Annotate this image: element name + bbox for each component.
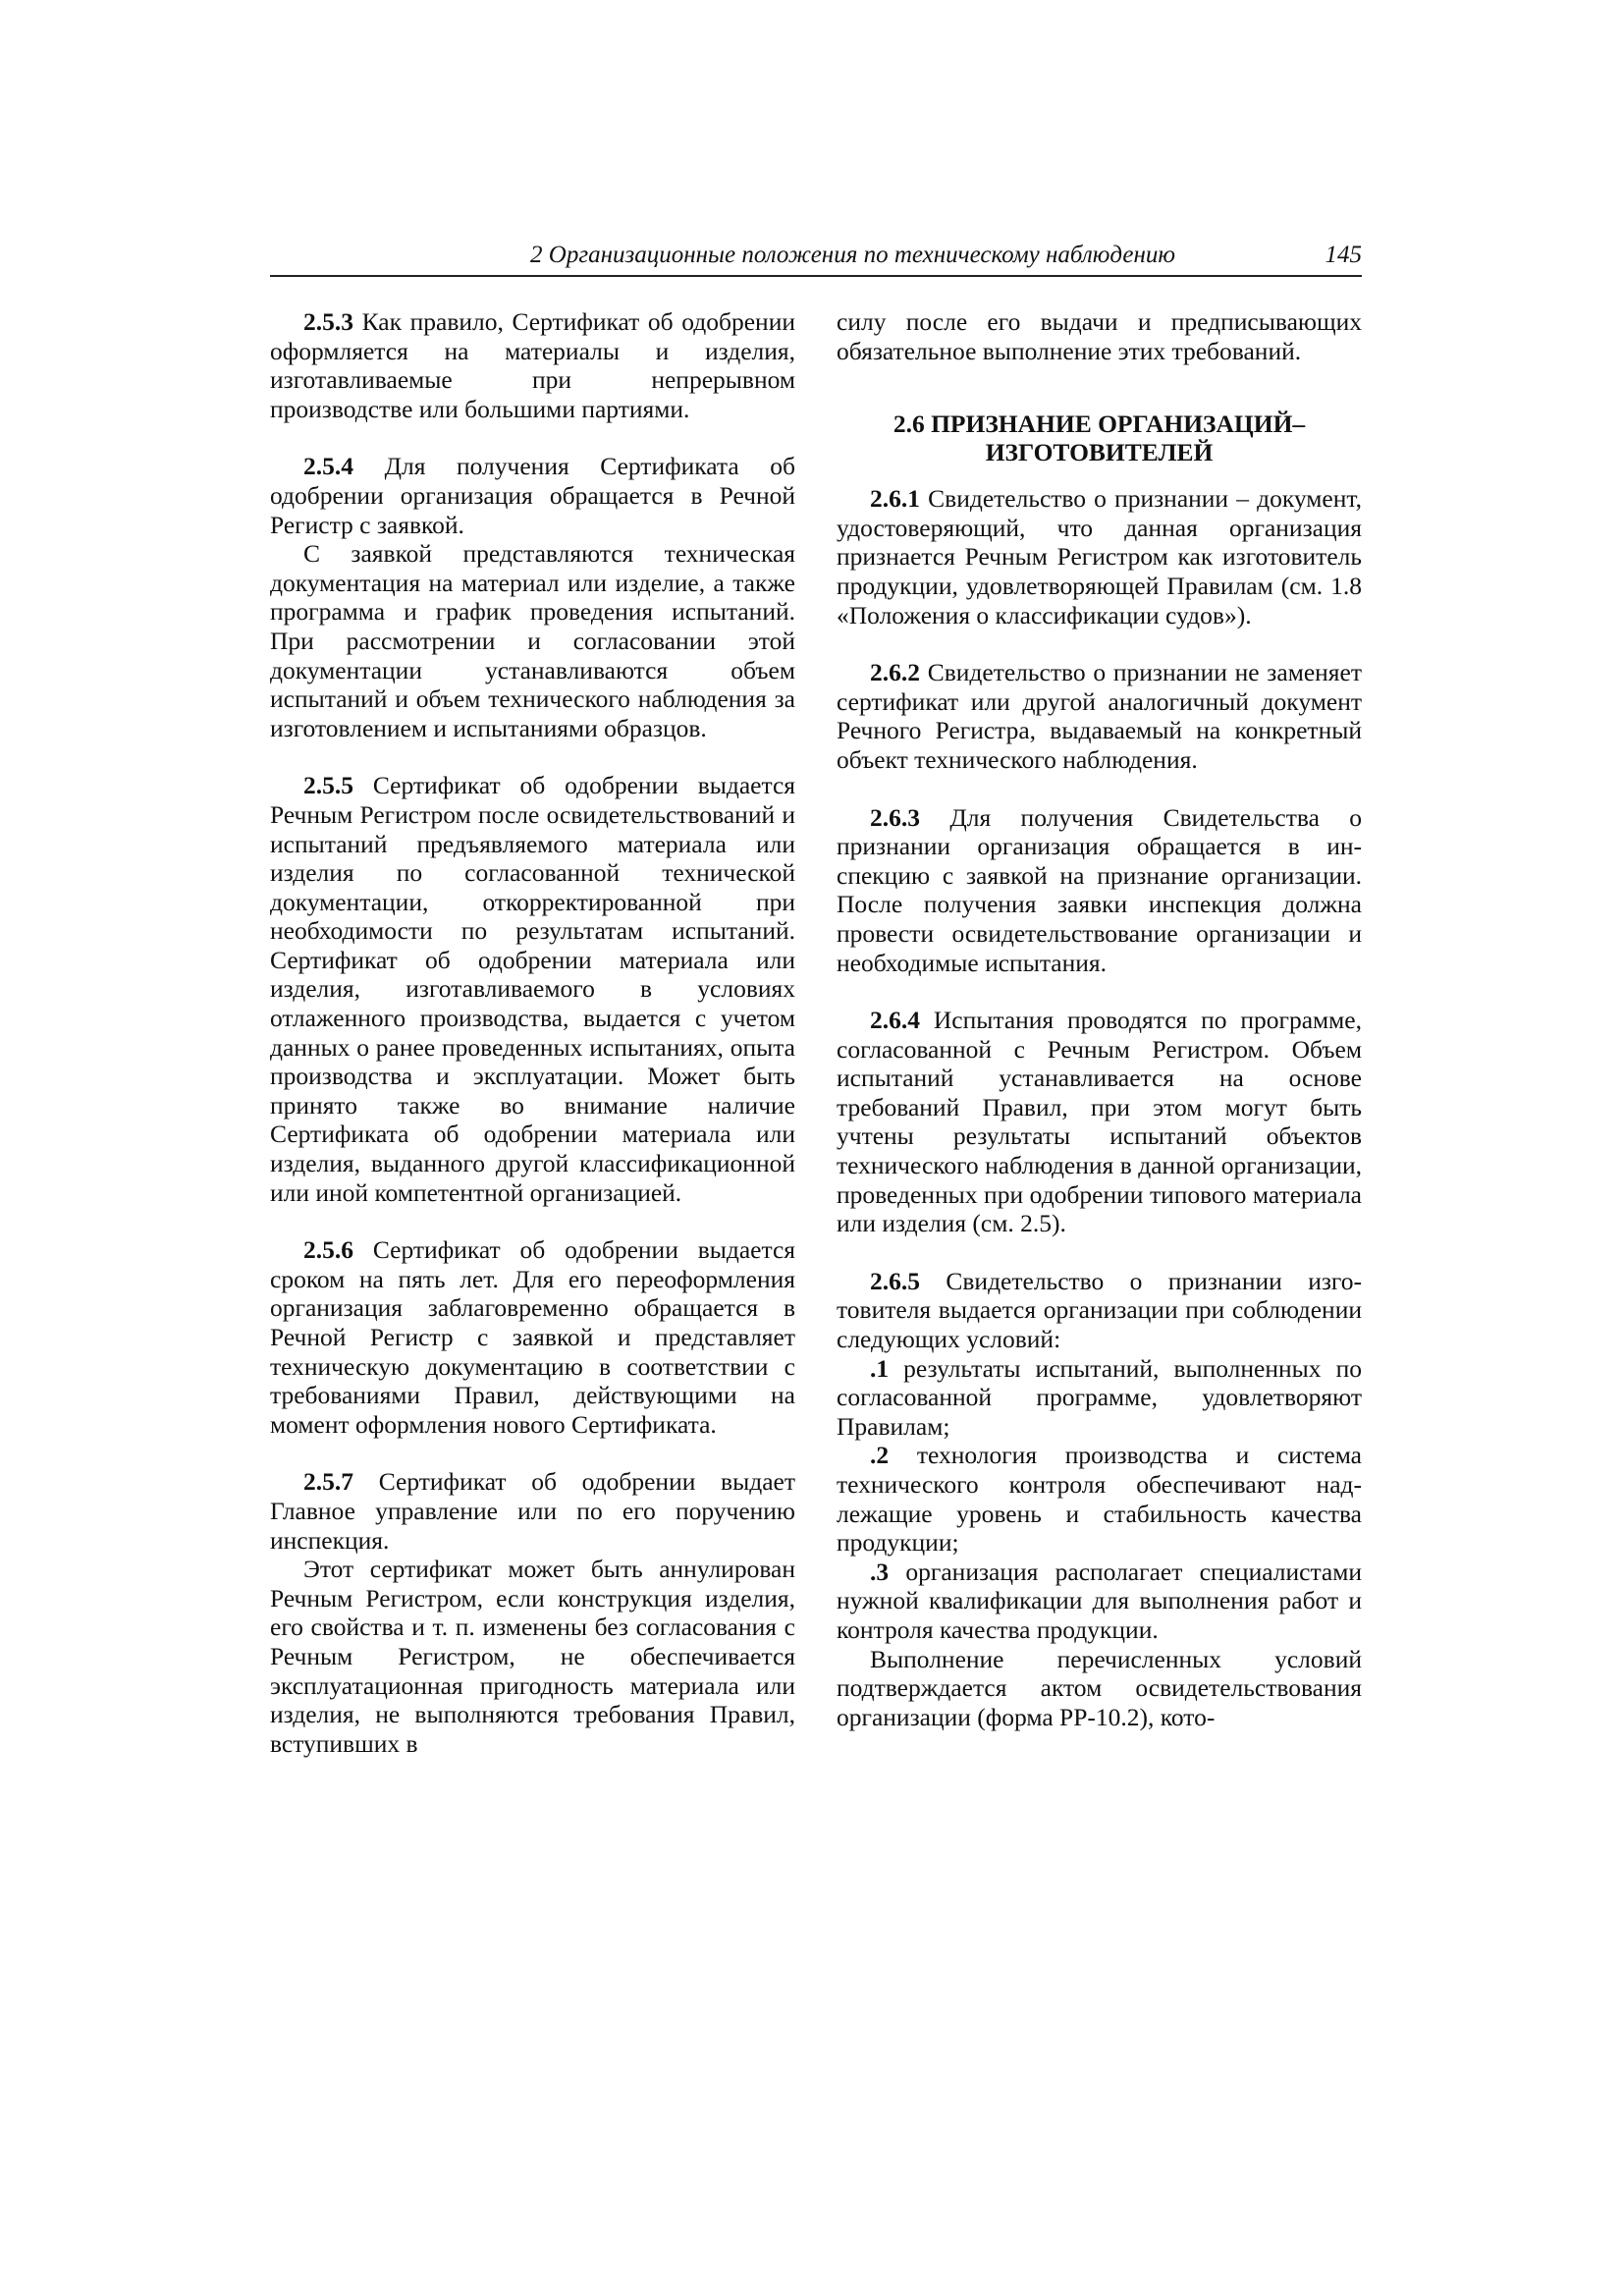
clause-number: 2.6.1 [870, 484, 920, 514]
paragraph-2-5-7 [270, 1467, 795, 1555]
paragraph-2-6-2 [837, 658, 1362, 774]
clause-text: результаты испытаний, выполненных по согласованной программе, удовлетворяют Правилам; [837, 1353, 1362, 1441]
clause-number: 2.6.2 [870, 658, 920, 687]
list-item-1 [837, 1354, 1362, 1442]
clause-text: Сертификат об одобрении выдает Главное управление или по его поручению инспекция. [270, 1467, 795, 1555]
list-number: .3 [870, 1557, 890, 1586]
page-header [270, 240, 1362, 277]
clause-number: 2.5.5 [303, 771, 353, 800]
clause-number: 2.6.3 [870, 802, 920, 832]
clause-text: Сертификат об одобрении выдается сроком на пять лет. Для его переоформления организация заблаговременно обращается в Речной Регистр с заявкой и представляет техническую документацию в соответствии с требованиями Правил, действующими на момент оформления нового Сертификата. [270, 1235, 795, 1439]
paragraph-2-5-5 [270, 771, 795, 1207]
list-item-2 [837, 1441, 1362, 1557]
clause-text: технология производства и система технического контроля обеспечивают надлежащие уровень и стабильность качества продукции; [837, 1441, 1362, 1558]
clause-number: 2.6.5 [870, 1266, 920, 1295]
paragraph-2-5-6 [270, 1235, 795, 1439]
clause-text: силу после его выдачи и предписывающих обязательное выполнение этих требований. [837, 307, 1362, 365]
right-column [837, 307, 1362, 1731]
clause-text: Выполнение перечисленных условий подтверждается актом освидетельствования организации (форма РР-10.2), кото- [837, 1644, 1362, 1731]
running-title: 2 Организационные положения по техническому наблюдению [530, 242, 1175, 268]
clause-number: 2.5.7 [303, 1467, 353, 1497]
clause-number: 2.5.6 [303, 1235, 353, 1265]
paragraph-conditions-confirmation [837, 1645, 1362, 1732]
clause-text: Свидетельство о признании изготовителя выдается организации при соблюдении следующих условий: [837, 1266, 1362, 1354]
page-number: 145 [1325, 242, 1362, 268]
clause-text: Свидетельство о признании – документ, удостоверяющий, что данная организация признается Речным Регистром как изготовитель продукции, удовлетворяющей Правилам (см. 1.8 «Положения о классификации судов»). [837, 484, 1362, 629]
clause-text: Для получения Сертификата об одобрении организация обращается в Речной Регистр с заявкой. [270, 452, 795, 539]
section-title-line: 2.6 ПРИЗНАНИЕ ОРГАНИЗАЦИЙ– [893, 410, 1306, 439]
clause-text: Сертификат об одобрении выдается Речным Регистром после освидетельствований и испытаний предъявляемого материала или изделия по согласованной технической документации, откорректированной при необходимости по результатам испытаний. Сертификат об одобрении материала или изделия, изготавливаемого в условиях отлаженного производства, выдается с учетом данных о ранее проведенных испытаниях, опыта производства и эксплуатации. Может быть принято также во внимание наличие Сертификата об одобрении материала или изделия, выданного другой классификационной или иной компетентной организацией. [270, 771, 795, 1207]
paragraph-continuation [837, 307, 1362, 365]
clause-text: Как правило, Сертификат об одобрении оформляется на материалы и изделия, изготавливаемые при непрерывном производстве или большими партиями. [270, 307, 795, 423]
clause-text: Испытания проводятся по программе, согласованной с Речным Регистром. Объем испытаний устанавливается на основе требований Правил, при этом могут быть учтены результаты испытаний объектов технического наблюдения в данной организации, проведенных при одобрении типового материала или изделия (см. 2.5). [837, 1006, 1362, 1238]
clause-number: 2.5.3 [303, 307, 353, 336]
paragraph-2-6-3 [837, 803, 1362, 978]
clause-text: Этот сертификат может быть аннулирован Речным Регистром, если конструкция изделия, его свойства и т. п. изменены без согласования с Речным Регистром, не обеспечивается эксплуатационная пригодность материала или изделия, не выполняются требования Правил, вступивших в [270, 1555, 795, 1758]
paragraph-documentation [270, 539, 795, 742]
clause-number: 2.6.4 [870, 1006, 920, 1035]
paragraph-2-6-1 [837, 484, 1362, 629]
paragraph-2-5-4 [270, 452, 795, 539]
clause-text: организация располагает специалистами нужной квалификации для выполнения работ и контроля качества продукции. [837, 1557, 1362, 1644]
section-title [837, 410, 1362, 466]
list-item-3 [837, 1558, 1362, 1645]
paragraph-2-6-5 [837, 1267, 1362, 1354]
paragraph-annulment [270, 1555, 795, 1758]
clause-number: 2.5.4 [303, 452, 353, 481]
clause-text: Свидетельство о признании не заменяет сертификат или другой аналогичный документ Речного Регистра, выдаваемый на конкретный объект технического наблюдения. [837, 658, 1362, 774]
paragraph-2-6-4 [837, 1006, 1362, 1238]
left-column [270, 307, 795, 1758]
clause-text: С заявкой представляются техническая документация на материал или изделие, а также программа и график проведения испытаний. При рассмотрении и согласовании этой документации устанавливаются объем испытаний и объем технического наблюдения за изготовлением и испытаниями образцов. [270, 539, 795, 742]
clause-text: Для получения Свидетельства о признании организация обращается в инспекцию с заявкой на признание организации. После получения заявки инспекция должна провести освидетельствование организации и необходимые испытания. [837, 802, 1362, 977]
paragraph-2-5-3 [270, 307, 795, 423]
list-number: .1 [870, 1353, 890, 1383]
section-title-line: ИЗГОТОВИТЕЛЕЙ [985, 438, 1214, 467]
list-number: .2 [870, 1441, 890, 1470]
